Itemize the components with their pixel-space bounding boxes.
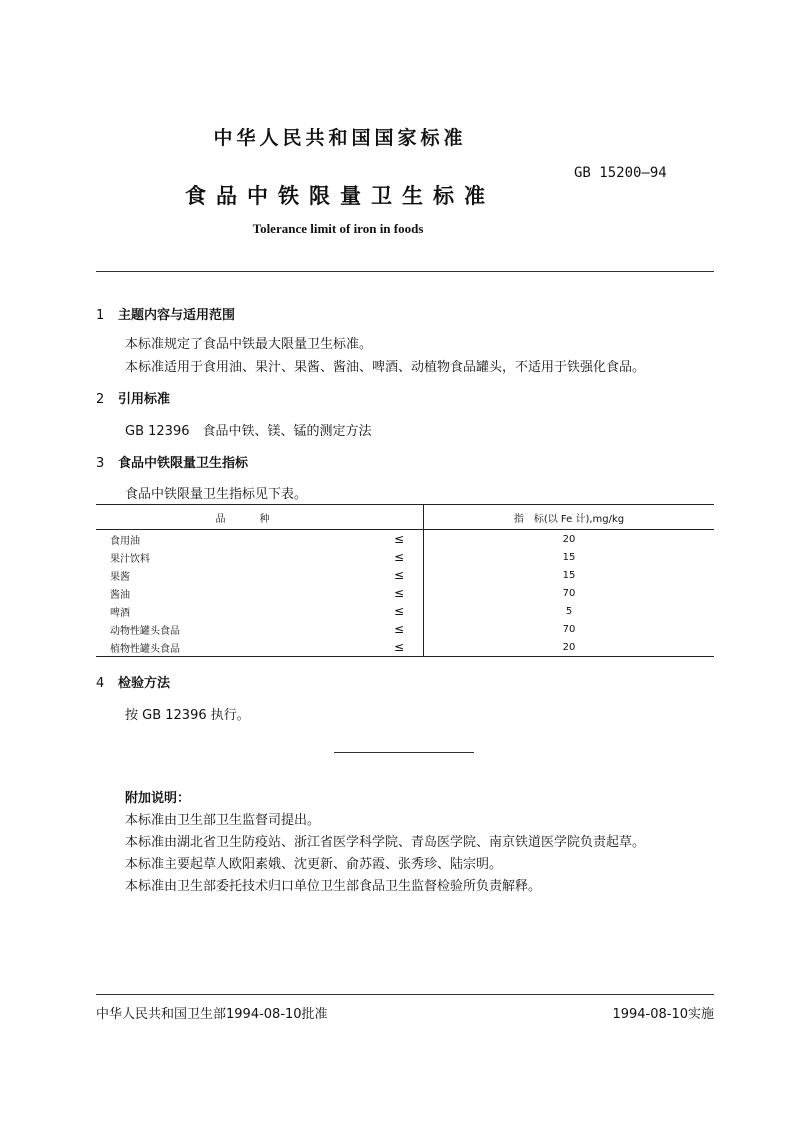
food-name: 植物性罐头食品 (96, 638, 375, 657)
section-4-para-1: 按 GB 12396 执行。 (125, 708, 250, 723)
section-4-heading (96, 672, 170, 691)
less-equal-symbol: ≤ (393, 532, 405, 546)
header-divider (96, 271, 714, 272)
section-title: 检验方法 (118, 676, 171, 691)
limit-value: 15 (424, 566, 715, 584)
approval-line: 中华人民共和国卫生部1994-08-10批准 (96, 1007, 328, 1022)
food-name: 果酱 (110, 571, 130, 583)
table-row (96, 620, 714, 638)
table-row (96, 638, 714, 657)
document-subtitle-en: Tolerance limit of iron in foods (252, 221, 424, 236)
table-header-row (96, 505, 714, 530)
note-line: 本标准由卫生部委托技术归口单位卫生部食品卫生监督检验所负责解释。 (125, 879, 542, 894)
section-3-para-1: 食品中铁限量卫生指标见下表。 (125, 487, 308, 502)
section-title: 主题内容与适用范围 (118, 308, 236, 323)
limit-value: 70 (424, 584, 715, 602)
section-1-heading (96, 304, 235, 323)
section-3-heading (96, 452, 248, 471)
less-equal-symbol: ≤ (375, 638, 424, 657)
limit-value: 5 (424, 602, 715, 620)
section-2-para-1: GB 12396 食品中铁、镁、锰的测定方法 (125, 424, 372, 439)
table-row (96, 566, 714, 584)
section-number: 1 (96, 308, 105, 323)
food-name: 酱油 (110, 589, 130, 601)
table-row (96, 602, 714, 620)
limit-value: 15 (424, 548, 715, 566)
iron-limits-table (96, 504, 714, 657)
limit-value: 20 (424, 530, 715, 549)
note-line: 本标准由湖北省卫生防疫站、浙江省医学科学院、青岛医学院、南京铁道医学院负责起草。 (125, 835, 646, 850)
section-title: 引用标准 (118, 392, 171, 407)
effective-date: 1994-08-10实施 (612, 1007, 714, 1022)
table-header-limit: 指 标(以 Fe 计),mg/kg (424, 505, 715, 530)
less-equal-symbol: ≤ (393, 604, 405, 618)
end-divider (334, 752, 474, 753)
table-row (96, 548, 714, 566)
document-title: 食品中铁限量卫生标准 (185, 183, 495, 208)
table-header-food: 品种 (96, 505, 424, 530)
note-line: 本标准由卫生部卫生监督司提出。 (125, 813, 321, 828)
footer-divider (96, 994, 714, 995)
section-number: 3 (96, 456, 105, 471)
org-title: 中华人民共和国国家标准 (213, 127, 467, 149)
less-equal-symbol: ≤ (393, 622, 405, 636)
notes-heading: 附加说明： (125, 791, 191, 806)
limit-value: 20 (424, 638, 715, 657)
standard-number: GB 15200—94 (574, 165, 667, 181)
food-name: 果汁饮料 (110, 553, 150, 565)
food-name: 动物性罐头食品 (110, 625, 180, 637)
less-equal-symbol: ≤ (393, 586, 405, 600)
limit-value: 70 (424, 620, 715, 638)
note-line: 本标准主要起草人欧阳素娥、沈更新、俞苏霞、张秀珍、陆宗明。 (125, 857, 503, 872)
section-number: 2 (96, 392, 105, 407)
food-name: 啤酒 (110, 607, 130, 619)
section-1-para-1: 本标准规定了食品中铁最大限量卫生标准。 (125, 337, 373, 352)
less-equal-symbol: ≤ (393, 550, 405, 564)
section-title: 食品中铁限量卫生指标 (118, 456, 249, 471)
less-equal-symbol: ≤ (393, 568, 405, 582)
table-row (96, 584, 714, 602)
section-number: 4 (96, 676, 105, 691)
food-name: 食用油 (110, 535, 140, 547)
section-2-heading (96, 388, 170, 407)
table-row (96, 530, 714, 549)
section-1-para-2: 本标准适用于食用油、果汁、果酱、酱油、啤酒、动植物食品罐头，不适用于铁强化食品。 (125, 360, 646, 375)
